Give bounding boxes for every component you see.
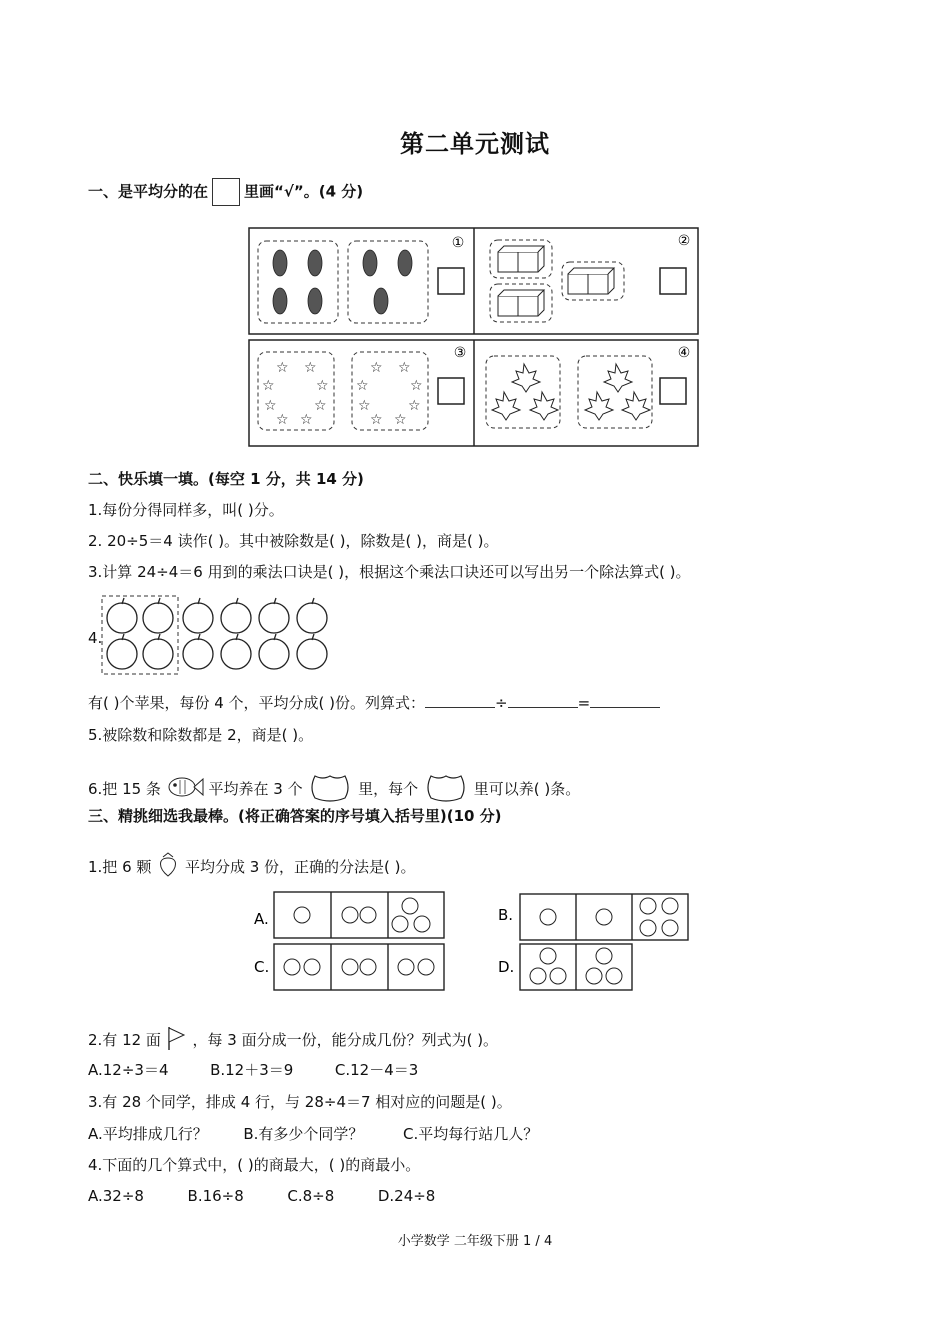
question-3-4-options <box>88 1186 435 1206</box>
question-2-4-label: 4. <box>88 629 103 647</box>
answer-blank[interactable] <box>590 707 660 708</box>
option-letter-c: C. <box>254 958 270 976</box>
question-2-6-b: 平均养在 3 个 <box>208 780 303 798</box>
option-a: A.32÷8 <box>88 1187 144 1205</box>
svg-text:☆: ☆ <box>262 378 275 394</box>
svg-text:☆: ☆ <box>314 398 327 414</box>
svg-text:☆: ☆ <box>264 398 277 414</box>
fish-icon <box>166 774 204 800</box>
answer-box-icon <box>212 178 240 206</box>
section2-heading: 二、快乐填一填。(每空 1 分，共 14 分) <box>88 470 364 488</box>
panel-label-3: ③ <box>453 345 467 361</box>
question-2-6 <box>88 764 580 799</box>
section1-heading-post: 里画“√”。(4 分) <box>244 182 364 201</box>
section1-heading <box>88 178 363 206</box>
option-c: C.8÷8 <box>287 1187 335 1205</box>
question-3-1 <box>88 846 416 877</box>
answer-box-4 <box>660 378 686 404</box>
corn-icon <box>273 250 412 314</box>
page-title: 第二单元测试 <box>400 130 550 158</box>
question-2-4 <box>88 693 660 713</box>
strawberry-icon <box>156 852 180 878</box>
maple-leaf-icon <box>492 364 650 420</box>
option-b: B.16÷8 <box>187 1187 244 1205</box>
apple-icon <box>107 598 327 669</box>
option-d: D.24÷8 <box>377 1187 436 1205</box>
cube-block-icon <box>498 246 614 316</box>
svg-text:☆: ☆ <box>300 412 313 428</box>
svg-text:☆: ☆ <box>398 360 411 376</box>
strawberry-options-figure <box>250 884 700 996</box>
question-2-5: 5.被除数和除数都是 2，商是( )。 <box>88 726 314 744</box>
svg-text:☆: ☆ <box>394 412 407 428</box>
answer-box-2 <box>660 268 686 294</box>
svg-text:☆: ☆ <box>304 360 317 376</box>
svg-text:☆: ☆ <box>276 412 289 428</box>
svg-text:☆: ☆ <box>356 378 369 394</box>
question-3-4: 4.下面的几个算式中，( )的商最大，( )的商最小。 <box>88 1156 421 1174</box>
question-3-2 <box>88 1019 498 1050</box>
question-3-2-b: ，每 3 面分成一份，能分成几份？列式为( )。 <box>192 1031 499 1049</box>
option-letter-d: D. <box>498 958 515 976</box>
panel-label-4: ④ <box>677 345 691 361</box>
option-a: A.12÷3＝4 <box>88 1061 169 1079</box>
question-3-1-b: 平均分成 3 份，正确的分法是( )。 <box>184 858 416 876</box>
strawberry-icon <box>284 898 678 984</box>
option-b: B.有多少个同学？ <box>243 1125 364 1143</box>
svg-text:☆: ☆ <box>316 378 329 394</box>
svg-text:☆: ☆ <box>408 398 421 414</box>
question-3-3-options <box>88 1124 538 1144</box>
fish-bowl-icon <box>423 772 469 802</box>
svg-text:☆: ☆ <box>276 360 289 376</box>
option-letter-a: A. <box>254 910 269 928</box>
answer-box-1 <box>438 268 464 294</box>
question-2-6-c: 里，每个 <box>358 780 419 798</box>
section3-heading: 三、精挑细选我最棒。(将正确答案的序号填入括号里)(10 分) <box>88 807 502 825</box>
answer-blank[interactable] <box>508 707 578 708</box>
option-a: A.平均排成几行？ <box>88 1125 208 1143</box>
option-b: B.12＋3＝9 <box>210 1061 294 1079</box>
question-3-2-a: 2.有 12 面 <box>88 1031 161 1049</box>
question-2-6-d: 里可以养( )条。 <box>473 780 581 798</box>
question-3-1-a: 1.把 6 颗 <box>88 858 152 876</box>
question-3-2-options <box>88 1060 418 1080</box>
svg-text:☆: ☆ <box>370 412 383 428</box>
section1-figure <box>248 226 700 448</box>
panel-label-1: ① <box>451 235 465 251</box>
question-3-3: 3.有 28 个同学，排成 4 行，与 28÷4＝7 相对应的问题是( )。 <box>88 1093 512 1111</box>
option-c: C.平均每行站几人？ <box>402 1125 539 1143</box>
svg-text:☆: ☆ <box>358 398 371 414</box>
flag-icon <box>166 1025 188 1051</box>
option-c: C.12－4＝3 <box>334 1061 419 1079</box>
answer-box-3 <box>438 378 464 404</box>
star-icon <box>262 360 423 428</box>
option-letter-b: B. <box>498 906 514 924</box>
question-2-4-text: 有( )个苹果，每份 4 个，平均分成( )份。列算式： <box>88 694 426 712</box>
panel-label-2: ② <box>677 233 691 249</box>
answer-blank[interactable] <box>425 707 495 708</box>
svg-text:☆: ☆ <box>410 378 423 394</box>
divide-sign: ÷ <box>495 694 508 712</box>
question-2-1: 1.每份分得同样多，叫( )分。 <box>88 501 284 519</box>
equal-sign: = <box>577 694 591 712</box>
question-2-6-a: 6.把 15 条 <box>88 780 161 798</box>
page-footer: 小学数学 二年级下册 1 / 4 <box>397 1234 553 1249</box>
svg-text:☆: ☆ <box>370 360 383 376</box>
apples-figure <box>100 594 336 676</box>
section1-heading-pre: 一、是平均分的在 <box>88 182 209 201</box>
fish-bowl-icon <box>307 772 353 802</box>
question-2-2: 2. 20÷5＝4 读作( )。其中被除数是( )，除数是( )，商是( )。 <box>88 532 499 550</box>
question-2-3: 3.计算 24÷4＝6 用到的乘法口诀是( )，根据这个乘法口诀还可以写出另一个除法算式( )。 <box>88 563 691 581</box>
